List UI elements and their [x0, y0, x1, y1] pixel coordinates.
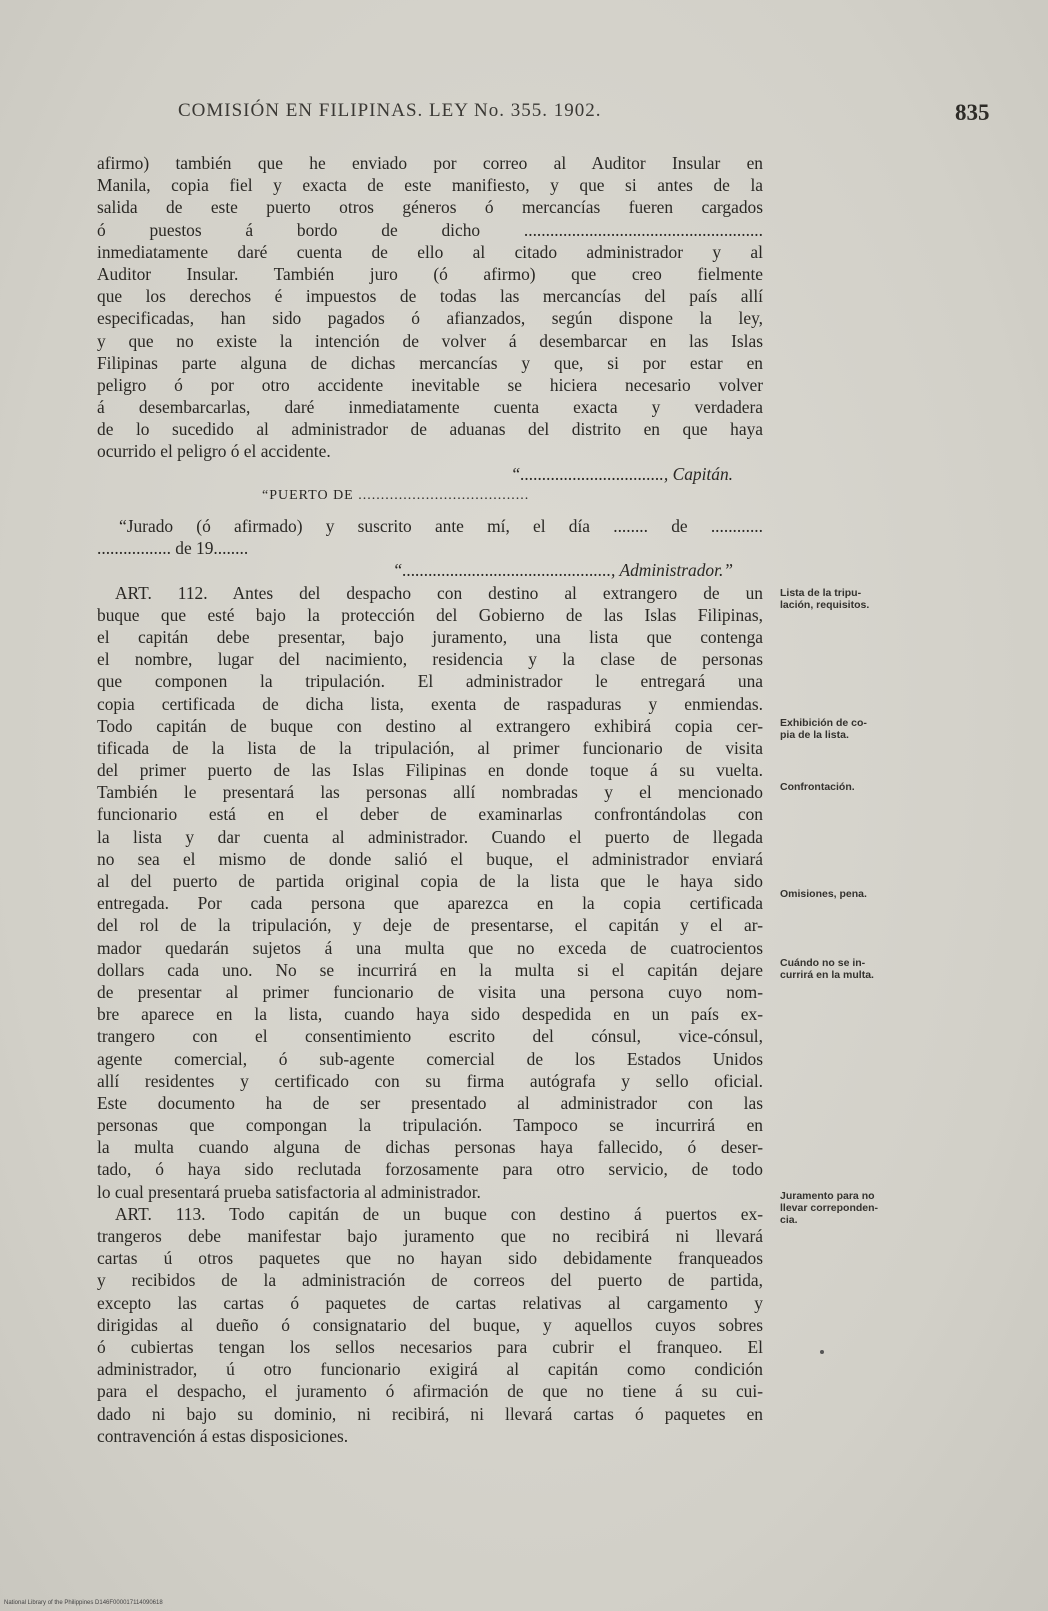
captain-signature-line: “................................., Capitán. [510, 463, 733, 484]
margin-note-line: Omisiones, pena. [780, 888, 867, 900]
text-line: allí residentes y certificado con su firma autógrafa y sello oficial. [97, 1070, 763, 1091]
margin-note-line: llevar correponden- [780, 1202, 879, 1214]
text-line: Este documento ha de ser presentado al administrador con las [97, 1092, 763, 1113]
text-line: la multa cuando alguna de dichas personas haya fallecido, ó deser- [97, 1137, 763, 1158]
ink-speck [820, 1350, 824, 1354]
text-line: tado, ó haya sido reclutada forzosamente para otro servicio, de todo [97, 1159, 763, 1180]
text-line: entregada. Por cada persona que aparezca en la copia certificada [97, 893, 763, 914]
text-line: tificada de la lista de la tripulación, al primer funcionario de visita [97, 737, 763, 758]
text-line: dado ni bajo su dominio, ni recibirá, ni llevará cartas ó paquetes en [97, 1403, 763, 1424]
text-line: peligro ó por otro accidente inevitable se hiciera necesario volver [97, 374, 763, 395]
jurado-date-line: ................. de 19........ [97, 538, 249, 559]
library-footer: National Library of the Philippines D146F000017114090618 [4, 1600, 163, 1606]
text-line: y que no existe la intención de volver á desembarcar en las Islas [97, 330, 763, 351]
margin-note-line: cia. [780, 1214, 798, 1226]
text-line: ó puestos á bordo de dicho ....................................................... [97, 219, 763, 240]
text-line: Filipinas parte alguna de dichas mercancías y que, si por estar en [97, 352, 763, 373]
margin-note-line: Cuándo no se in- [780, 957, 866, 969]
text-line: lo cual presentará prueba satisfactoria al administrador. [97, 1181, 481, 1202]
text-line: del rol de la tripulación, y deje de presentarse, el capitán y el ar- [97, 915, 763, 936]
text-line: al del puerto de partida original copia de la lista que le haya sido [97, 871, 763, 891]
text-line: de presentar al primer funcionario de visita una persona cuyo nom- [97, 981, 763, 1002]
text-line: trangeros debe manifestar bajo juramento que no recibirá ni llevará [97, 1226, 763, 1246]
article-113 [97, 1203, 763, 1447]
margin-note [780, 781, 940, 793]
text-line: agente comercial, ó sub-agente comercial de los Estados Unidos [97, 1048, 763, 1069]
text-line: ó cubiertas tengan los sellos necesarios para cubrir el franqueo. El [97, 1336, 763, 1357]
text-line: afirmo) también que he enviado por correo al Auditor Insular en [97, 153, 763, 173]
text-line: que componen la tripulación. El administrador le entregará una [97, 671, 763, 692]
oath-paragraph [97, 152, 763, 463]
margin-note-line: Lista de la tripu- [780, 587, 862, 599]
margin-note-line: lación, requisitos. [780, 599, 870, 611]
margin-note-line: Juramento para no [780, 1190, 875, 1202]
margin-note-line: Confrontación. [780, 781, 855, 793]
margin-note [780, 957, 940, 981]
text-line: buque que esté bajo la protección del Gobierno de las Islas Filipinas, [97, 604, 763, 625]
text-line: á desembarcarlas, daré inmediatamente cuenta exacta y verdadera [97, 397, 763, 418]
text-line: ocurrido el peligro ó el accidente. [97, 441, 331, 462]
text-line: copia certificada de dicha lista, exenta de raspaduras y enmiendas. [97, 693, 763, 714]
body-text [97, 152, 763, 1447]
puerto-line: “PUERTO DE ...................................... [262, 487, 530, 503]
text-line: de lo sucedido al administrador de aduanas del distrito en que haya [97, 419, 763, 440]
margin-note [780, 587, 940, 611]
text-line: dirigidas al dueño ó consignatario del buque, y aquellos cuyos sobres [97, 1314, 763, 1335]
text-line: excepto las cartas ó paquetes de cartas relativas al cargamento y [97, 1292, 763, 1313]
text-line: la lista y dar cuenta al administrador. Cuando el puerto de llegada [97, 826, 763, 847]
text-line: bre aparece en la lista, cuando haya sido despedida en un país ex- [97, 1004, 763, 1025]
text-line: administrador, ú otro funcionario exigirá al capitán como condición [97, 1359, 763, 1380]
page-number: 835 [955, 100, 990, 125]
text-line: personas que compongan la tripulación. Tampoco se incurrirá en [97, 1115, 763, 1136]
text-line: contravención á estas disposiciones. [97, 1425, 349, 1446]
text-line: mador quedarán sujetos á una multa que no exceda de cuatrocientos [97, 937, 763, 958]
article-112 [97, 582, 763, 1203]
margin-note-line: currirá en la multa. [780, 969, 874, 981]
jurado-line: “Jurado (ó afirmado) y suscrito ante mí, el día ........ de ............ [119, 516, 763, 536]
text-line: especificadas, han sido pagados ó afianzados, según dispone la ley, [97, 308, 763, 329]
text-line: y recibidos de la administración de correos del puerto de partida, [97, 1270, 763, 1291]
text-line: que los derechos é impuestos de todas las mercancías del país allí [97, 286, 763, 307]
margin-note [780, 1190, 940, 1226]
text-line: trangero con el consentimiento escrito del cónsul, vice-cónsul, [97, 1026, 763, 1047]
text-line: Auditor Insular. También juro (ó afirmo) que creo fielmente [97, 263, 763, 284]
text-line: inmediatamente daré cuenta de ello al citado administrador y al [97, 241, 763, 262]
text-line: cartas ú otros paquetes que no hayan sido debidamente franqueados [97, 1248, 763, 1269]
running-header: COMISIÓN EN FILIPINAS. LEY No. 355. 1902. [178, 100, 602, 121]
text-line: También le presentará las personas allí nombradas y el mencionado [97, 782, 763, 803]
administrator-signature-line: “................................................, Administrador.” [392, 560, 733, 581]
text-line: salida de este puerto otros géneros ó mercancías fueren cargados [97, 197, 763, 218]
text-line: el capitán debe presentar, bajo juramento, una lista que contenga [97, 626, 763, 647]
text-line: dollars cada uno. No se incurrirá en la multa si el capitán dejare [97, 959, 763, 980]
margin-note-line: pia de la lista. [780, 729, 849, 741]
text-line: el nombre, lugar del nacimiento, residencia y la clase de personas [97, 649, 763, 670]
text-line: Todo capitán de buque con destino al extrangero exhibirá copia cer- [97, 715, 763, 736]
margin-note-line: Exhibición de co- [780, 717, 867, 729]
margin-note [780, 717, 940, 741]
text-line: ART. 112. Antes del despacho con destino al extrangero de un [115, 582, 763, 603]
text-line: ART. 113. Todo capitán de un buque con destino á puertos ex- [115, 1203, 763, 1224]
text-line: funcionario está en el deber de examinarlas confrontándolas con [97, 804, 763, 825]
text-line: no sea el mismo de donde salió el buque, el administrador enviará [97, 848, 763, 869]
text-line: para el despacho, el juramento ó afirmación de que no tiene á su cui- [97, 1381, 763, 1402]
margin-note [780, 888, 940, 900]
text-line: del primer puerto de las Islas Filipinas en donde toque á su vuelta. [97, 760, 763, 781]
text-line: Manila, copia fiel y exacta de este manifiesto, y que si antes de la [97, 175, 763, 196]
